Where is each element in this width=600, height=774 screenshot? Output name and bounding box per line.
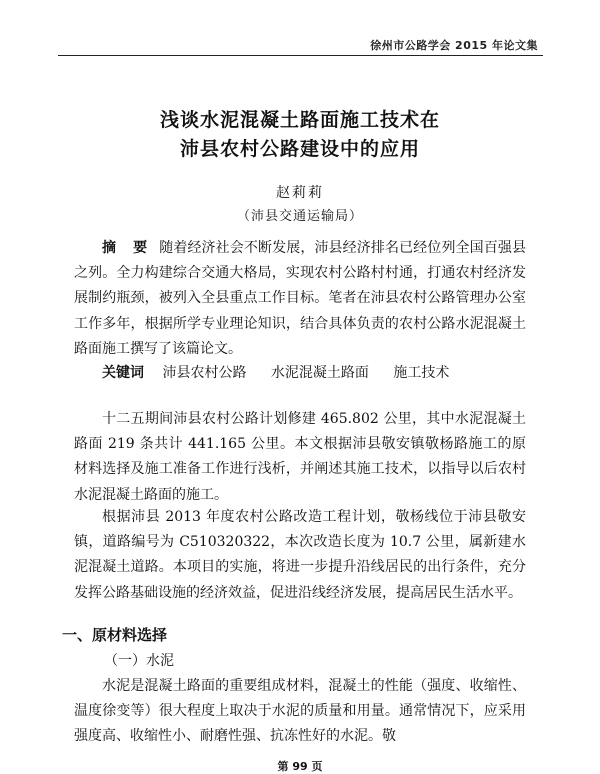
- subheading: （一）水泥: [104, 653, 174, 669]
- title-line-2: 沛县农村公路建设中的应用: [179, 138, 420, 160]
- body-paragraph-3: 水泥是混凝土路面的重要组成材料，混凝土的性能（强度、收缩性、温度徐变等）很大程度上取决于水泥的质量和用量。通常情况下，应采用强度高、收缩性小、耐磨性强、抗冻性好的水泥。敬: [74, 678, 526, 745]
- abstract-label: 摘 要: [102, 240, 154, 256]
- body-paragraph-1: 十二五期间沛县农村公路计划修建 465.802 公里，其中水泥混凝土路面 219 条共计 441.165 公里。本文根据沛县敬安镇敬杨路施工的原材料选择及施工准备工作进行浅析，并阐述其施工技术，以指导以后农村水泥混凝土路面的施工。: [74, 411, 526, 503]
- author: 赵莉莉: [276, 185, 324, 201]
- keyword-item: 水泥混凝土路面: [270, 365, 369, 381]
- title-line-1: 浅谈水泥混凝土路面施工技术在: [159, 109, 440, 131]
- page-number: 第 99 页: [277, 760, 323, 773]
- section-heading: 一、原材料选择: [62, 626, 168, 644]
- keywords: [102, 362, 469, 382]
- body-paragraph-2: 根据沛县 2013 年度农村公路改造工程计划，敬杨线位于沛县敬安镇，道路编号为 C510320322，本次改造长度为 10.7 公里，属新建水泥混凝土道路。本项目的实施，将进一步提升沿线居民的出行条件，充分发挥公路基础设施的经济效益，促进沿线经济发展，提高居民生活水平。: [74, 509, 526, 601]
- affiliation: （沛县交通运输局）: [236, 209, 363, 224]
- keyword-item: 施工技术: [393, 365, 450, 381]
- keyword-item: 沛县农村公路: [162, 365, 247, 381]
- header-rule: [58, 55, 543, 56]
- abstract-text: 随着经济社会不断发展，沛县经济排名已经位列全国百强县之列。全力构建综合交通大格局，实现农村公路村村通，打通农村经济发展制约瓶颈，被列入全县重点工作目标。笔者在沛县农村公路管理办公室工作多年，根据所学专业理论知识，结合具体负责的农村公路水泥混凝土路面施工撰写了该篇论文。: [74, 240, 527, 357]
- keywords-label: 关键词: [102, 365, 144, 381]
- abstract: [74, 236, 526, 362]
- running-header: 徐州市公路学会 2015 年论文集: [370, 39, 538, 52]
